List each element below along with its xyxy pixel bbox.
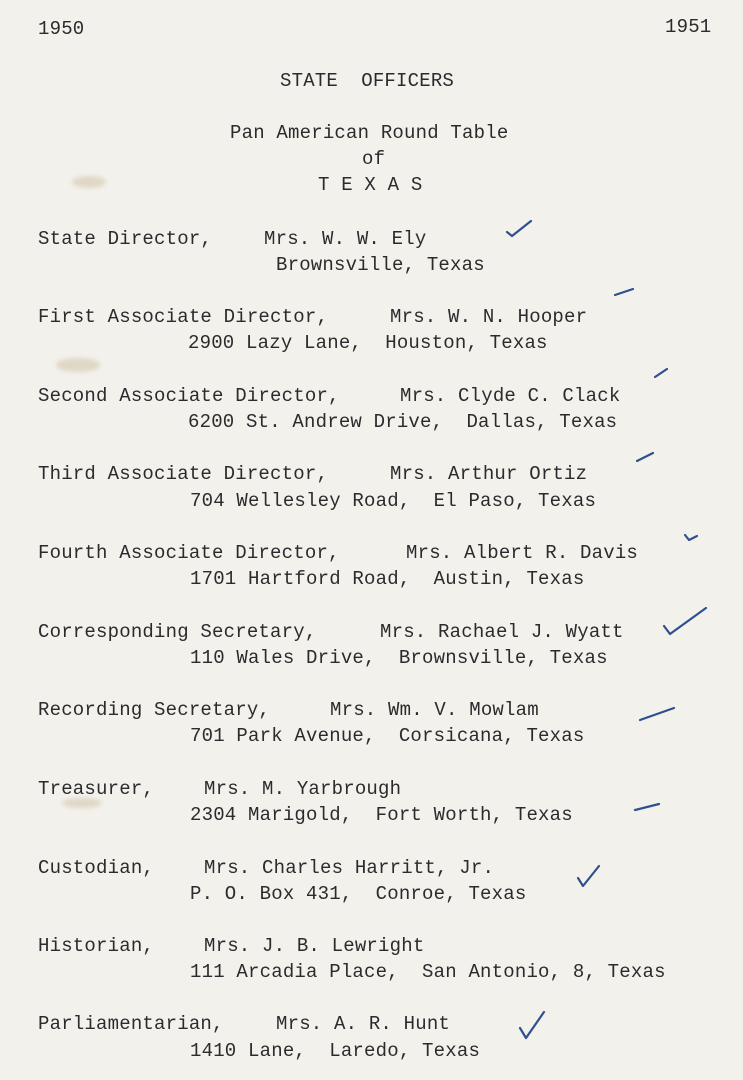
check-mark-icon: [612, 286, 636, 298]
officer-name: Mrs. J. B. Lewright: [204, 935, 425, 957]
officer-title: Fourth Associate Director,: [38, 542, 340, 564]
officer-title: Corresponding Secretary,: [38, 621, 317, 643]
officer-address: 110 Wales Drive, Brownsville, Texas: [190, 647, 608, 669]
paper-stain: [56, 358, 100, 372]
check-mark-icon: [660, 604, 710, 638]
officer-title: First Associate Director,: [38, 306, 329, 328]
officer-address: 6200 St. Andrew Drive, Dallas, Texas: [188, 411, 618, 433]
officer-title: Custodian,: [38, 857, 155, 879]
check-mark-icon: [682, 530, 700, 544]
org-name-line2: of: [362, 148, 386, 170]
officer-address: 2900 Lazy Lane, Houston, Texas: [188, 332, 548, 354]
officer-title: State Director,: [38, 228, 213, 250]
officer-name: Mrs. M. Yarbrough: [204, 778, 402, 800]
officer-name: Mrs. A. R. Hunt: [276, 1013, 451, 1035]
check-mark-icon: [652, 366, 670, 380]
officer-address: 1701 Hartford Road, Austin, Texas: [190, 568, 585, 590]
officer-address: 1410 Lane, Laredo, Texas: [190, 1040, 481, 1062]
page-title: STATE OFFICERS: [280, 70, 455, 92]
officer-title: Second Associate Director,: [38, 385, 340, 407]
officer-name: Mrs. Charles Harritt, Jr.: [204, 857, 495, 879]
officer-name: Mrs. W. W. Ely: [264, 228, 427, 250]
officer-address: P. O. Box 431, Conroe, Texas: [190, 883, 527, 905]
officer-address: 704 Wellesley Road, El Paso, Texas: [190, 490, 597, 512]
officer-name: Mrs. Clyde C. Clack: [400, 385, 621, 407]
officer-title: Treasurer,: [38, 778, 155, 800]
officer-title: Parliamentarian,: [38, 1013, 224, 1035]
paper-stain: [72, 176, 106, 188]
officer-address: 701 Park Avenue, Corsicana, Texas: [190, 725, 585, 747]
officer-name: Mrs. W. N. Hooper: [390, 306, 588, 328]
check-mark-icon: [516, 1008, 548, 1042]
officer-name: Mrs. Rachael J. Wyatt: [380, 621, 624, 643]
officer-name: Mrs. Albert R. Davis: [406, 542, 639, 564]
officer-title: Recording Secretary,: [38, 699, 271, 721]
check-mark-icon: [632, 800, 662, 814]
officer-name: Mrs. Wm. V. Mowlam: [330, 699, 539, 721]
org-name-line3: T E X A S: [318, 174, 423, 196]
year-right: 1951: [665, 16, 712, 38]
check-mark-icon: [636, 704, 678, 724]
officer-name: Mrs. Arthur Ortiz: [390, 463, 588, 485]
year-left: 1950: [38, 18, 85, 40]
officer-address: 2304 Marigold, Fort Worth, Texas: [190, 804, 573, 826]
officer-title: Historian,: [38, 935, 155, 957]
check-mark-icon: [634, 450, 656, 464]
officer-title: Third Associate Director,: [38, 463, 329, 485]
check-mark-icon: [504, 218, 534, 238]
officer-address: 111 Arcadia Place, San Antonio, 8, Texas: [190, 961, 666, 983]
org-name-line1: Pan American Round Table: [230, 122, 509, 144]
check-mark-icon: [574, 862, 602, 890]
officer-address: Brownsville, Texas: [276, 254, 485, 276]
